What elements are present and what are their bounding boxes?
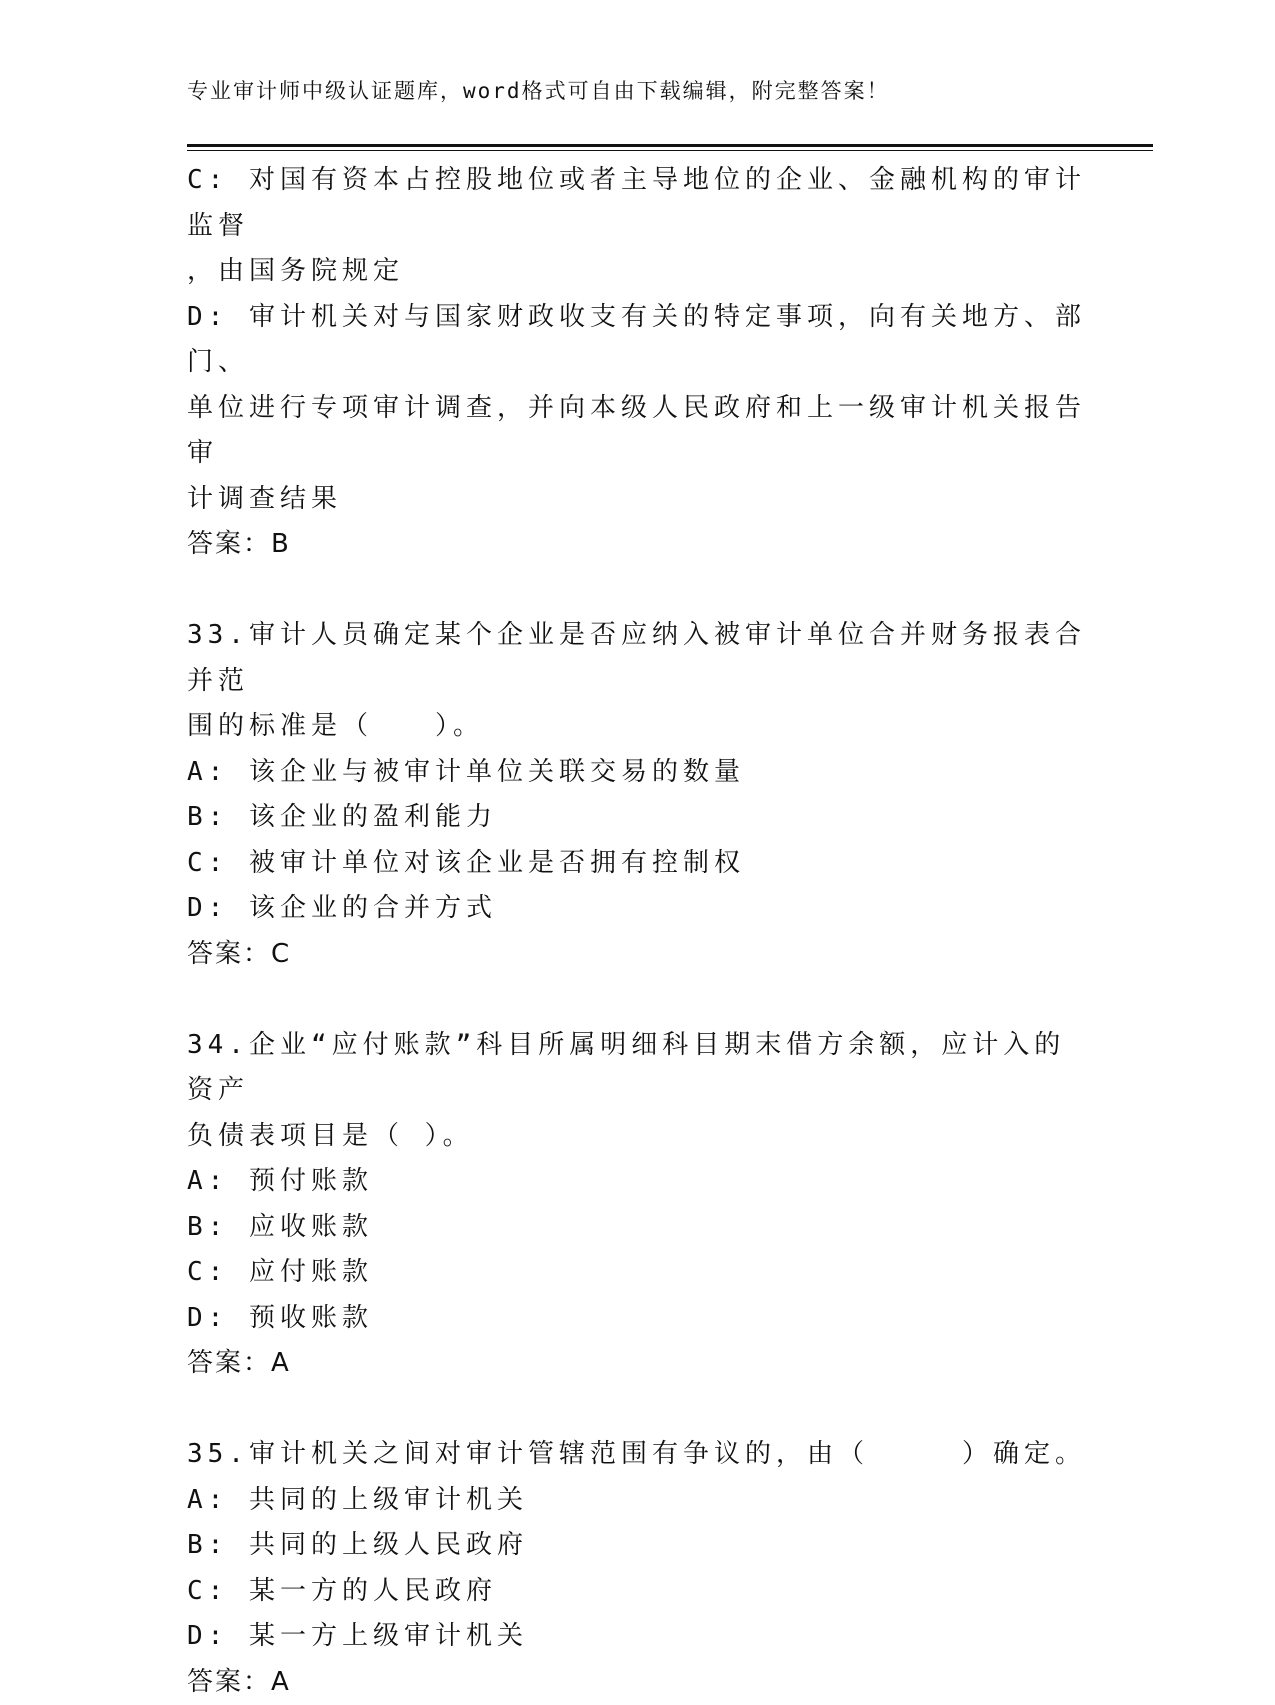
option-line: 单位进行专项审计调查，并向本级人民政府和上一级审计机关报告审 xyxy=(187,386,1087,477)
option-line: ，由国务院规定 xyxy=(187,249,1087,295)
option-d: D: 该企业的合并方式 xyxy=(187,886,1087,932)
question-34 xyxy=(187,1023,1087,1387)
answer-line: 答案：B xyxy=(187,522,1087,568)
option-d: D: 某一方上级审计机关 xyxy=(187,1614,1087,1660)
page-header: 专业审计师中级认证题库，word格式可自由下载编辑，附完整答案！ xyxy=(187,76,890,106)
question-stem: 33.审计人员确定某个企业是否应纳入被审计单位合并财务报表合并范 xyxy=(187,613,1087,704)
option-b: B: 该企业的盈利能力 xyxy=(187,795,1087,841)
question-stem: 35.审计机关之间对审计管辖范围有争议的，由（ ）确定。 xyxy=(187,1432,1087,1478)
option-a: A: 共同的上级审计机关 xyxy=(187,1478,1087,1524)
option-a: A: 该企业与被审计单位关联交易的数量 xyxy=(187,750,1087,796)
option-b: B: 应收账款 xyxy=(187,1205,1087,1251)
option-line: D: 审计机关对与国家财政收支有关的特定事项，向有关地方、部门、 xyxy=(187,295,1087,386)
option-line: C: 对国有资本占控股地位或者主导地位的企业、金融机构的审计监督 xyxy=(187,158,1087,249)
question-stem: 围的标准是（ ）。 xyxy=(187,704,1087,750)
option-d: D: 预收账款 xyxy=(187,1296,1087,1342)
option-line: 计调查结果 xyxy=(187,477,1087,523)
header-divider xyxy=(187,144,1153,151)
question-33 xyxy=(187,613,1087,977)
answer-line: 答案：A xyxy=(187,1660,1087,1705)
question-32-continuation xyxy=(187,158,1087,568)
question-stem: 负债表项目是（ ）。 xyxy=(187,1114,1087,1160)
option-b: B: 共同的上级人民政府 xyxy=(187,1523,1087,1569)
option-a: A: 预付账款 xyxy=(187,1159,1087,1205)
option-c: C: 应付账款 xyxy=(187,1250,1087,1296)
document-body xyxy=(187,158,1087,1705)
question-stem: 34.企业“应付账款”科目所属明细科目期末借方余额，应计入的资产 xyxy=(187,1023,1087,1114)
answer-line: 答案：C xyxy=(187,932,1087,978)
question-35 xyxy=(187,1432,1087,1705)
option-c: C: 被审计单位对该企业是否拥有控制权 xyxy=(187,841,1087,887)
answer-line: 答案：A xyxy=(187,1341,1087,1387)
option-c: C: 某一方的人民政府 xyxy=(187,1569,1087,1615)
